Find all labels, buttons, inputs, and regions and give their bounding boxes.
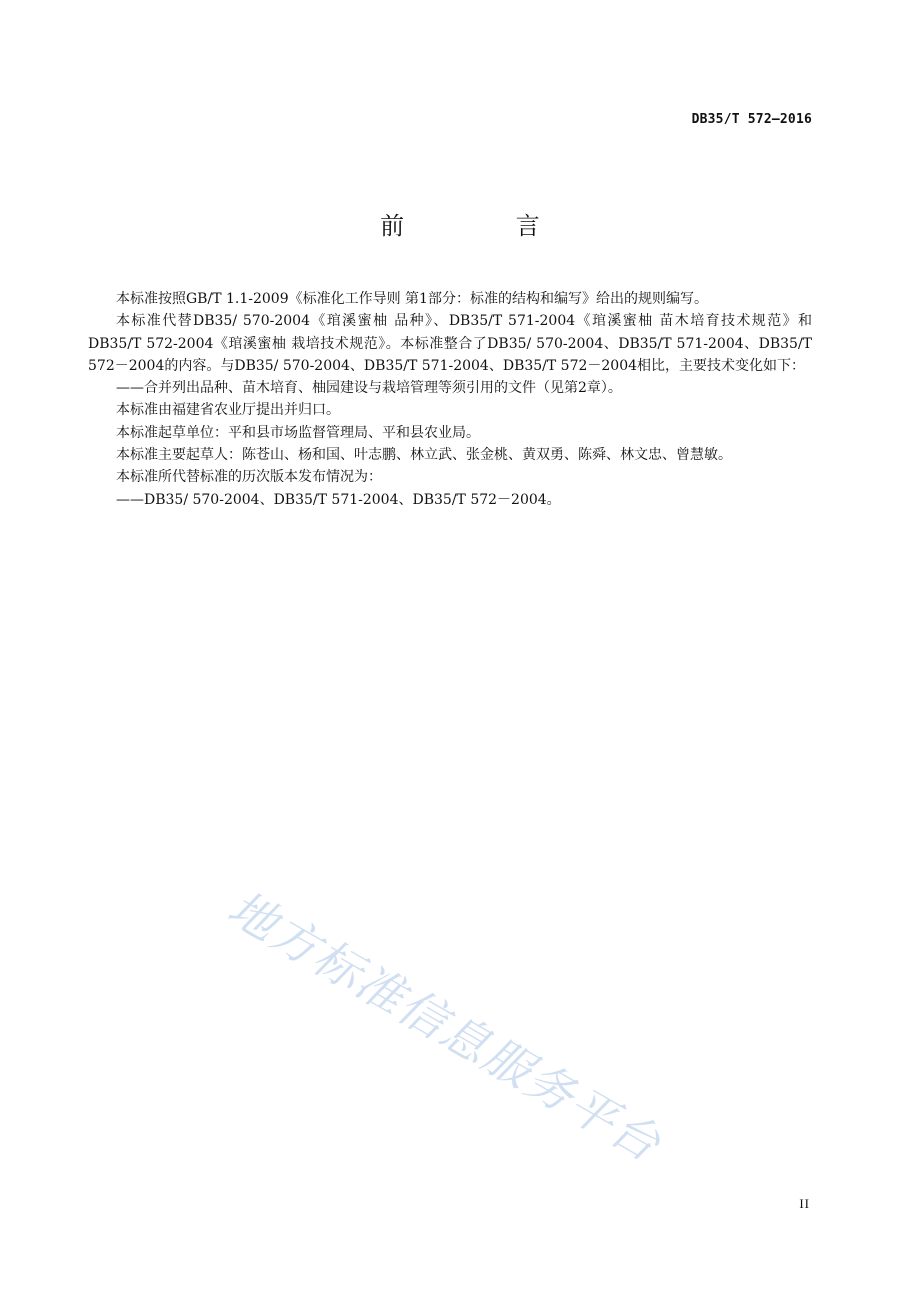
foreword-body [88, 288, 812, 511]
document-code: DB35/T 572—2016 [691, 112, 812, 127]
paragraph-technical-change: ——合并列出品种、苗木培育、柚园建设与栽培管理等须引用的文件（见第2章）。 [116, 380, 622, 397]
paragraph-drafters: 本标准主要起草人：陈苍山、杨和国、叶志鹏、林立武、张金桃、黄双勇、陈舜、林文忠、曾慧敏。 [116, 447, 732, 464]
page-number: II [799, 1196, 810, 1211]
watermark-text: 地方标准信息服务平台 [218, 880, 671, 1174]
paragraph-version-history: ——DB35/ 570-2004、DB35/T 571-2004、DB35/T 572－2004。 [116, 491, 561, 508]
paragraph-version-history-intro: 本标准所代替标准的历次版本发布情况为： [116, 469, 382, 486]
paragraph-proposer: 本标准由福建省农业厅提出并归口。 [116, 402, 340, 419]
paragraph-replaced-standards: 本标准代替DB35/ 570-2004《琯溪蜜柚 品种》、DB35/T 571-2004《琯溪蜜柚 苗木培育技术规范》和DB35/T 572-2004《琯溪蜜柚 栽培技术规范》。本标准整合了DB35/ 570-2004、DB35/T 571-2004、DB35/T 572－2004的内容。与DB35/ 570-2004、DB35/T 571-2004、DB35/T 572－2004相比，主要技术变化如下： [88, 313, 812, 374]
section-title: 前 言 [380, 212, 592, 240]
paragraph-drafting-rules: 本标准按照GB/T 1.1-2009《标准化工作导则 第1部分：标准的结构和编写》给出的规则编写。 [116, 291, 708, 307]
paragraph-drafting-units: 本标准起草单位：平和县市场监督管理局、平和县农业局。 [116, 424, 480, 441]
